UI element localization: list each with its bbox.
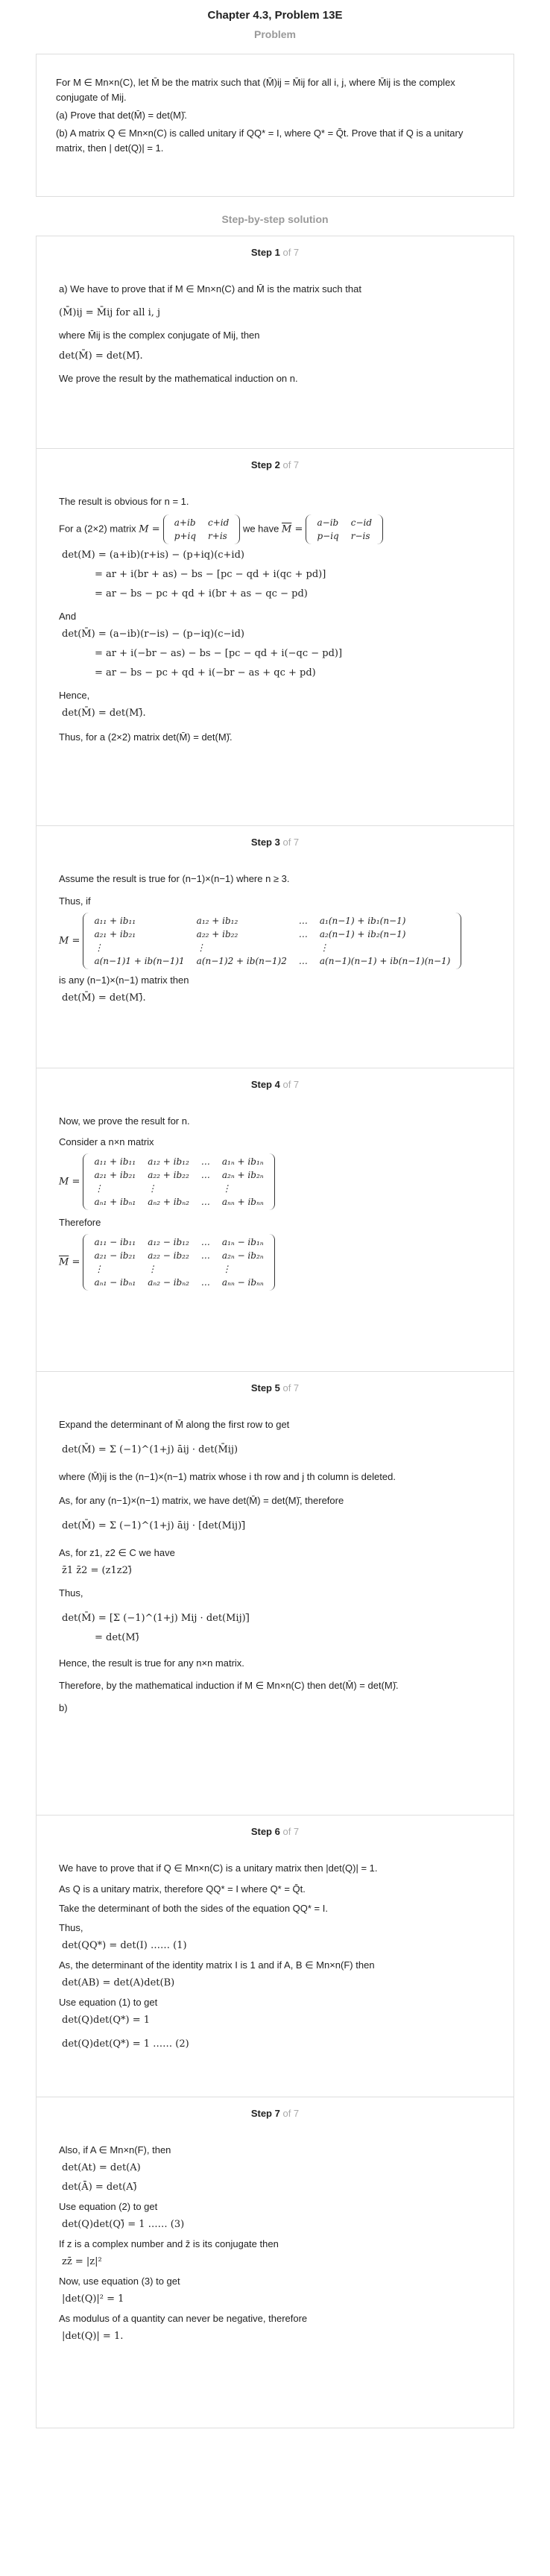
- step-line: As, for any (n−1)×(n−1) matrix, we have det(M̄) = det(M)̄, therefore: [59, 1495, 344, 1506]
- step-header: [59, 2097, 491, 2132]
- step-line: As modulus of a quantity can never be negative, therefore: [59, 2313, 308, 2324]
- matrix-symbol: =: [69, 1256, 83, 1268]
- step-line: As, for z1, z2 ∈ C we have: [59, 1547, 175, 1558]
- step-title: Step 3: [250, 837, 280, 848]
- step-count: of 7: [282, 247, 300, 258]
- equation: = ar − bs − pc + qd + i(−br − as + qc + pd): [95, 667, 316, 678]
- equation: det(QQ*) = det(I) …… (1): [62, 1940, 187, 1951]
- equation: z̄1 z̄2 = (z1z2)̄: [62, 1565, 132, 1576]
- step-line: Thus,: [59, 1587, 83, 1599]
- equation: det(M̄) = Σ (−1)^(1+j) āij · [det(Mij)]̄: [62, 1520, 246, 1531]
- problem-part-b: (b) A matrix Q ∈ Mn×n(C) is called unitary if QQ* = I, where Q* = Q̄t. Prove that if Q is a unitary matrix, then | det(Q)| = 1.: [56, 127, 464, 154]
- problem-statement: For M ∈ Mn×n(C), let M̄ be the matrix such that (M̄)ij = M̄ij for all i, j, where M̄ij is the complex conjugate of Mij.: [56, 77, 455, 103]
- equation: det(Q)det(Q*) = 1: [62, 2015, 151, 2026]
- step-line: a) We have to prove that if M ∈ Mn×n(C) and M̄ is the matrix such that: [59, 283, 361, 295]
- step-line: Thus, if: [59, 895, 91, 907]
- matrix-symbol: M =: [59, 1176, 83, 1188]
- step-title: Step 7: [250, 2108, 280, 2119]
- matrix-general-n-1: a₁₁ + ib₁₁ a₁₂ + ib₁₂ … a₁(n−1) + ib₁(n−1) a₂₁ + ib₂₁ a₂₂ + ib₂₂ … a₂(n−1) + ib₂(n−1) ⋮ ⋮ ⋮ a(n−1)1 + ib(n−1)1 a(n−1)2 + ib(n−1)2 … a(n−1)(n−1) + ib(n−1)(n−1): [83, 913, 461, 969]
- equation: = ar + i(br + as) − bs − [pc − qd + i(qc + pd)]: [95, 569, 326, 580]
- step-2: [37, 449, 513, 826]
- step-line: Thus,: [59, 1922, 83, 1933]
- step-line: Hence,: [59, 690, 90, 701]
- equation: det(Q)det(Q*) = 1 …… (2): [62, 2038, 189, 2050]
- step-count: of 7: [282, 2108, 300, 2119]
- equation: |det(Q)|² = 1: [62, 2293, 124, 2305]
- step-1: [37, 236, 513, 449]
- step-title: Step 4: [250, 1079, 280, 1090]
- equation: = det(M)̄: [95, 1632, 139, 1643]
- solution-label: Step-by-step solution: [221, 213, 329, 225]
- step-line: Also, if A ∈ Mn×n(F), then: [59, 2144, 171, 2155]
- equation: det(M̄) = Σ (−1)^(1+j) āij · det(M̄ij): [62, 1444, 238, 1455]
- equation: det(M̄) = det(M)̄.: [62, 992, 146, 1004]
- step-line: As, the determinant of the identity matrix I is 1 and if A, B ∈ Mn×n(F) then: [59, 1959, 375, 1971]
- equation: det(M̄) = [Σ (−1)^(1+j) Mij · det(Mij)]̄: [62, 1613, 250, 1624]
- step-title: Step 5: [250, 1382, 280, 1394]
- step-line: Consider a n×n matrix: [59, 1136, 154, 1147]
- problem-part-a: (a) Prove that det(M̄) = det(M)̄.: [56, 110, 187, 121]
- step-line: (M̄)ij = M̄ij for all i, j: [59, 307, 161, 318]
- step-line: where M̄ij is the complex conjugate of Mij, then: [59, 330, 260, 341]
- step-line: Now, use equation (3) to get: [59, 2276, 180, 2287]
- step-count: of 7: [282, 1079, 300, 1090]
- step-line: b): [59, 1702, 68, 1713]
- step-count: of 7: [282, 1826, 300, 1837]
- page-title: Chapter 4.3, Problem 13E: [207, 9, 343, 22]
- step-5: [37, 1372, 513, 1816]
- step-title: Step 6: [250, 1826, 280, 1837]
- step-count: of 7: [282, 459, 300, 470]
- step-line: And: [59, 611, 77, 622]
- equation: |det(Q)| = 1.: [62, 2331, 124, 2342]
- matrix-general-n-bar: a₁₁ − ib₁₁ a₁₂ − ib₁₂ … a₁ₙ − ib₁ₙ a₂₁ − ib₂₁ a₂₂ − ib₂₂ … a₂ₙ − ib₂ₙ ⋮ ⋮ ⋮ aₙ₁ − ibₙ₁ aₙ₂ − ibₙ₂ … aₙₙ − ibₙₙ: [83, 1234, 274, 1291]
- step-line: As Q is a unitary matrix, therefore QQ* = I where Q* = Q̄t.: [59, 1883, 306, 1895]
- matrix-general-n: a₁₁ + ib₁₁ a₁₂ + ib₁₂ … a₁ₙ + ib₁ₙ a₂₁ + ib₂₁ a₂₂ + ib₂₂ … a₂ₙ + ib₂ₙ ⋮ ⋮ ⋮ aₙ₁ + ibₙ₁ aₙ₂ + ibₙ₂ … aₙₙ + ibₙₙ: [83, 1153, 274, 1210]
- step-line: det(M̄) = det(M)̄.: [59, 350, 143, 362]
- matrix-symbol: M =: [139, 523, 163, 535]
- matrix-m-bar: a−ib c−id p−iq r−is: [306, 514, 383, 544]
- matrix-symbol: M =: [59, 935, 83, 947]
- step-line: Therefore, by the mathematical induction if M ∈ Mn×n(C) then det(M̄) = det(M)̄.: [59, 1680, 399, 1691]
- problem-card: [36, 54, 514, 197]
- step-line-matrix: [59, 514, 491, 544]
- matrix-block: [59, 1153, 491, 1210]
- step-line: Now, we prove the result for n.: [59, 1115, 190, 1127]
- equation: = ar − bs − pc + qd + i(br + as − qc − pd): [95, 588, 308, 599]
- step-line: is any (n−1)×(n−1) matrix then: [59, 974, 189, 986]
- step-line: We have to prove that if Q ∈ Mn×n(C) is a unitary matrix then |det(Q)| = 1.: [59, 1862, 378, 1874]
- step-line: Assume the result is true for (n−1)×(n−1) where n ≥ 3.: [59, 873, 290, 884]
- step-7: [37, 2097, 513, 2428]
- problem-label: Problem: [253, 28, 296, 40]
- step-4: [37, 1068, 513, 1372]
- matrix-block: [59, 1234, 491, 1291]
- matrix-m: a+ib c+id p+iq r+is: [163, 514, 241, 544]
- step-count: of 7: [282, 1382, 300, 1394]
- step-line: For a (2×2) matrix: [59, 523, 136, 535]
- step-line: If z is a complex number and z̄ is its conjugate then: [59, 2238, 279, 2249]
- step-line: Use equation (1) to get: [59, 1997, 158, 2008]
- step-3: [37, 826, 513, 1068]
- matrix-symbol: M: [282, 523, 292, 535]
- equation: det(Ā) = det(A)̄: [62, 2182, 137, 2193]
- step-line: Use equation (2) to get: [59, 2201, 158, 2212]
- equation: = ar + i(−br − as) − bs − [pc − qd + i(−qc − pd)]: [95, 648, 343, 659]
- step-line: we have: [242, 523, 279, 535]
- step-line: Thus, for a (2×2) matrix det(M̄) = det(M)̄.: [59, 731, 233, 743]
- equation: det(At) = det(A): [62, 2162, 141, 2173]
- matrix-symbol: $\overline{M}$: [59, 1256, 69, 1268]
- step-header: [59, 236, 491, 271]
- step-line: Hence, the result is true for any n×n matrix.: [59, 1657, 244, 1669]
- equation: zz̄ = |z|²: [62, 2256, 102, 2267]
- equation: det(M) = (a+ib)(r+is) − (p+iq)(c+id): [62, 549, 244, 561]
- matrix-symbol: =: [291, 523, 306, 535]
- step-header: [59, 1816, 491, 1850]
- step-header: [59, 1068, 491, 1103]
- equation: det(M̄) = det(M)̄.: [62, 708, 146, 719]
- step-line: Expand the determinant of M̄ along the first row to get: [59, 1419, 290, 1430]
- step-header: [59, 826, 491, 860]
- step-line: We prove the result by the mathematical induction on n.: [59, 373, 298, 384]
- step-line: The result is obvious for n = 1.: [59, 496, 189, 507]
- step-title: Step 1: [250, 247, 280, 258]
- equation: det(M̄) = (a−ib)(r−is) − (p−iq)(c−id): [62, 629, 244, 640]
- step-line: where (M̄)ij is the (n−1)×(n−1) matrix whose i th row and j th column is deleted.: [59, 1471, 396, 1482]
- step-line: Therefore: [59, 1217, 101, 1228]
- step-title: Step 2: [250, 459, 280, 470]
- step-line: Take the determinant of both the sides of the equation QQ* = I.: [59, 1903, 328, 1914]
- steps-container: [36, 236, 514, 2428]
- step-count: of 7: [282, 837, 300, 848]
- step-header: [59, 1372, 491, 1406]
- step-6: [37, 1816, 513, 2097]
- equation: det(AB) = det(A)det(B): [62, 1977, 175, 1988]
- equation: det(Q)det(Q)̄ = 1 …… (3): [62, 2219, 185, 2230]
- step-header: [59, 449, 491, 483]
- matrix-block: [59, 913, 491, 969]
